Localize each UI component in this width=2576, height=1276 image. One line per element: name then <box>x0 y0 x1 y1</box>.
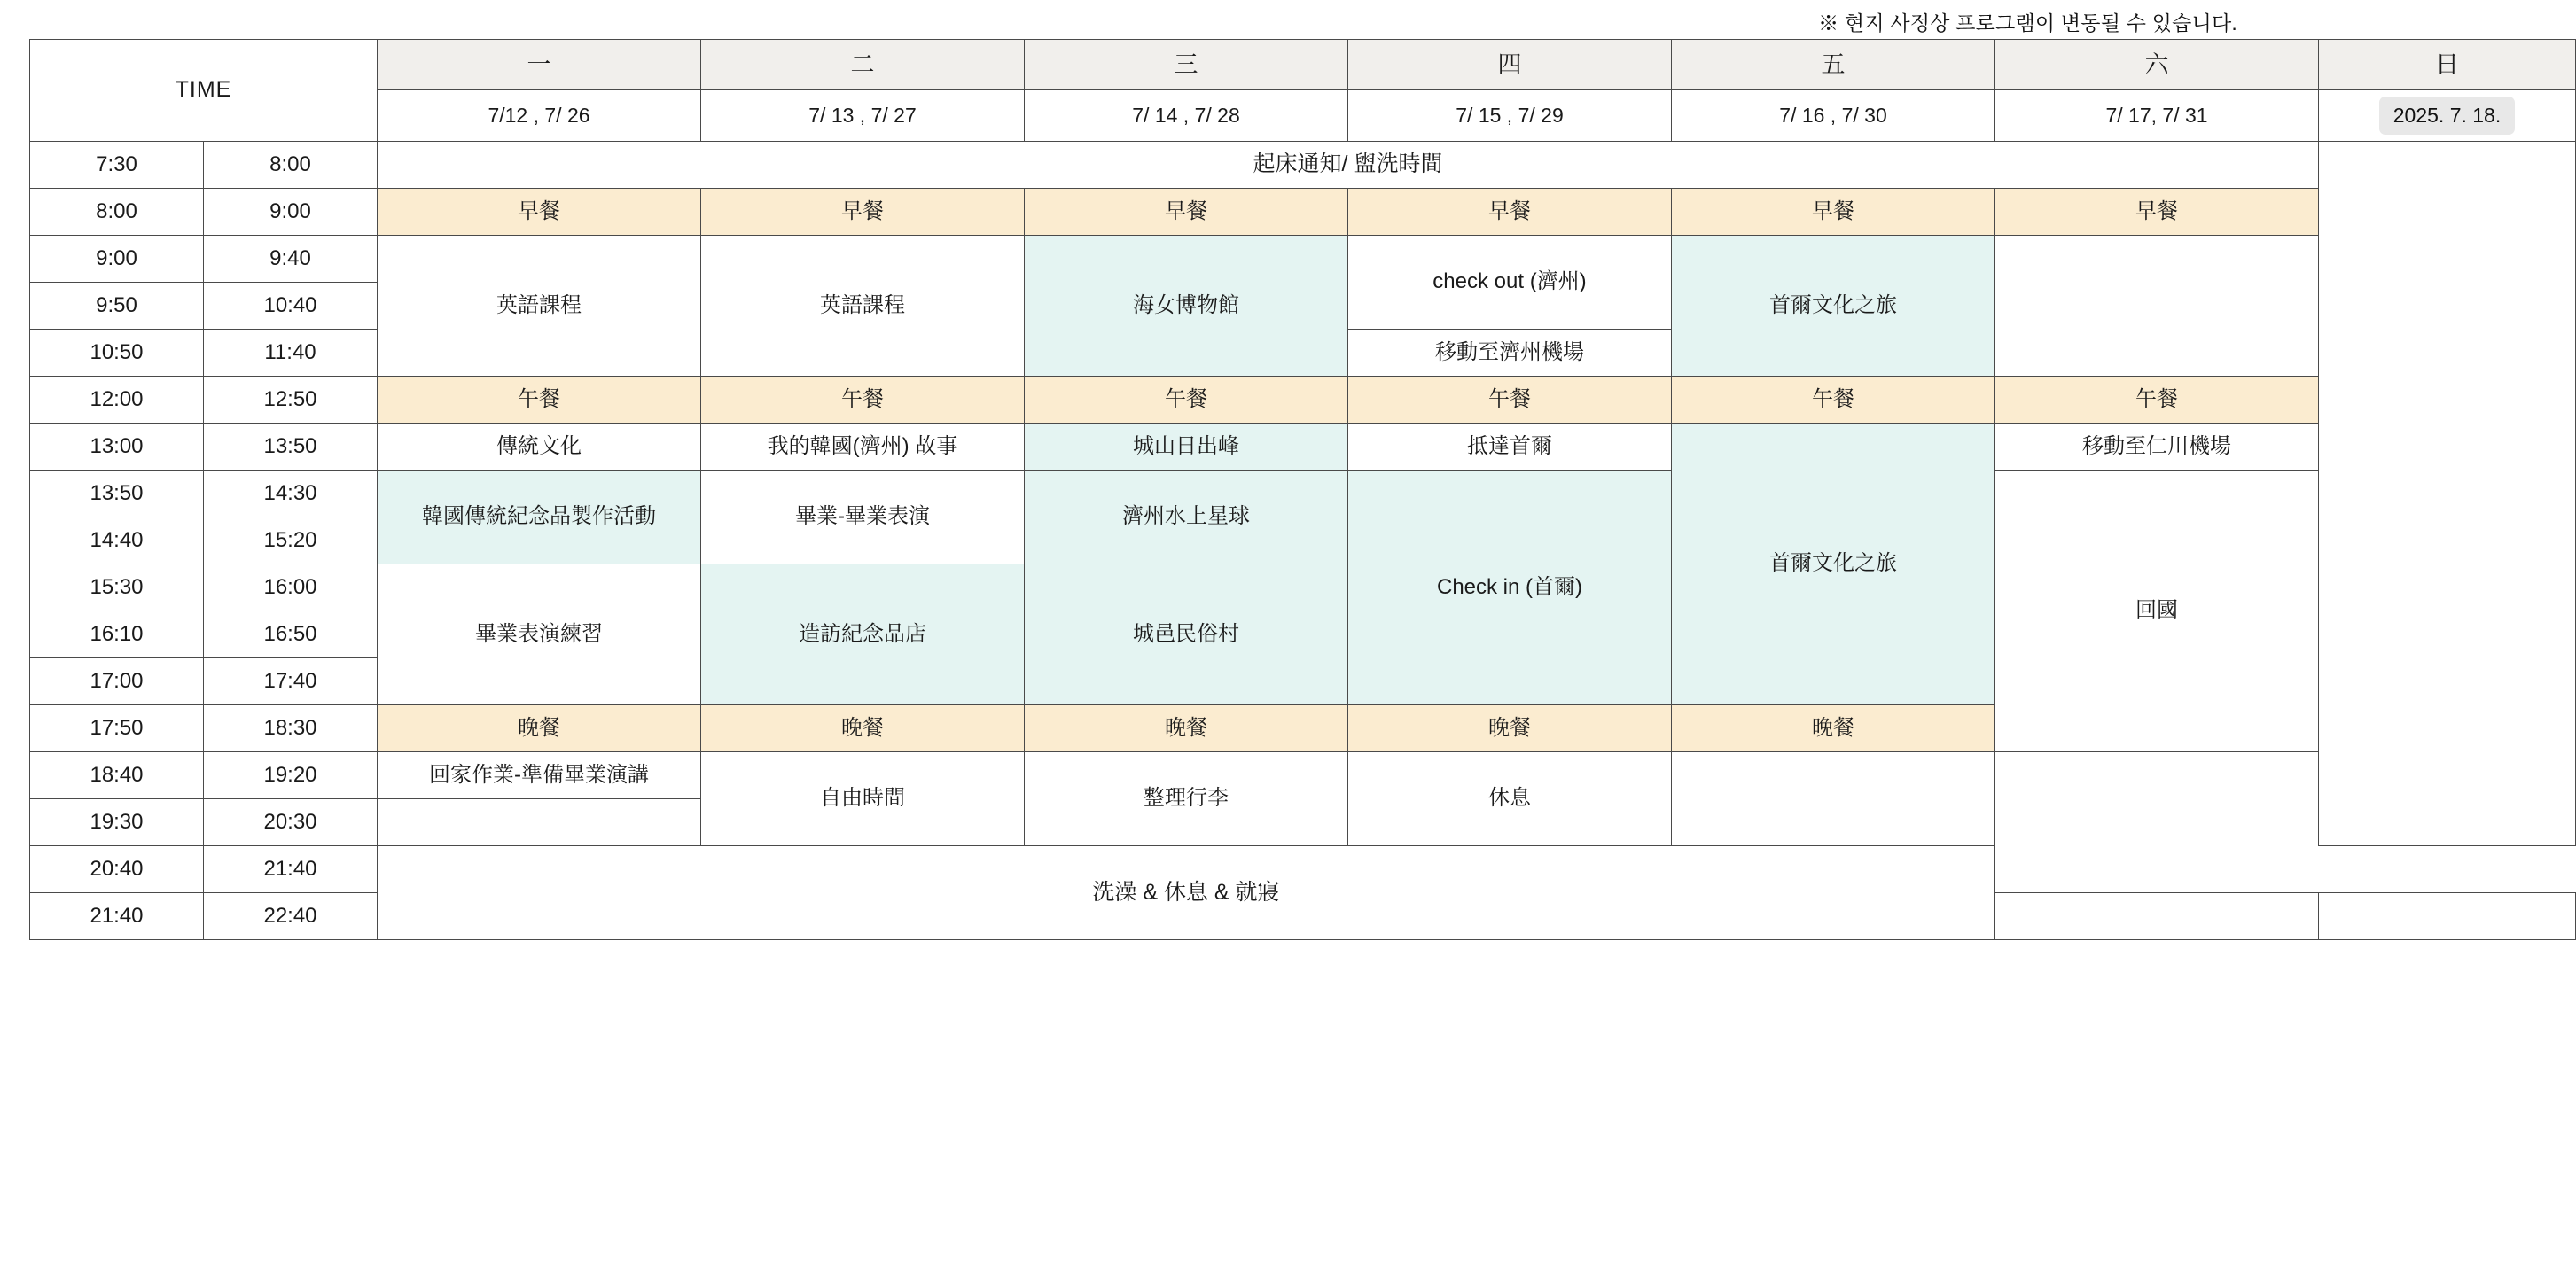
notice-text: ※ 현지 사정상 프로그램이 변동될 수 있습니다. <box>1818 12 2237 35</box>
row-start-time: 21:40 <box>30 893 204 940</box>
cell-fri-morning: 首爾文化之旅 <box>1672 236 1995 377</box>
table-row <box>30 424 2576 471</box>
cell-wed-afternoon2: 濟州水上星球 <box>1025 471 1348 564</box>
day-header-sat: 六 <box>1995 40 2319 90</box>
cell-lunch-mon: 午餐 <box>378 377 701 424</box>
row-start-time: 13:50 <box>30 471 204 517</box>
day-header-thu: 四 <box>1348 40 1672 90</box>
cell-lunch-thu: 午餐 <box>1348 377 1672 424</box>
row-end-time: 18:30 <box>204 705 378 752</box>
table-header-days <box>30 40 2576 90</box>
row-start-time: 9:50 <box>30 283 204 330</box>
cell-fri-evening-blank <box>1672 752 1995 846</box>
row-end-time: 9:40 <box>204 236 378 283</box>
cell-mon-afternoon3: 畢業表演練習 <box>378 564 701 705</box>
day-dates-tue: 7/ 13 , 7/ 27 <box>701 90 1025 142</box>
cell-wed-afternoon1: 城山日出峰 <box>1025 424 1348 471</box>
row-start-time: 19:30 <box>30 799 204 846</box>
row-start-time: 16:10 <box>30 611 204 658</box>
row-start-time: 12:00 <box>30 377 204 424</box>
cell-fri-afternoon: 首爾文化之旅 <box>1672 424 1995 705</box>
row-start-time: 13:00 <box>30 424 204 471</box>
table-row <box>30 752 2576 799</box>
day-header-fri: 五 <box>1672 40 1995 90</box>
day-dates-sat: 7/ 17, 7/ 31 <box>1995 90 2319 142</box>
row-start-time: 10:50 <box>30 330 204 377</box>
cell-mon-morning: 英語課程 <box>378 236 701 377</box>
row-start-time: 7:30 <box>30 142 204 189</box>
cell-tue-evening: 自由時間 <box>701 752 1025 846</box>
row-start-time: 17:50 <box>30 705 204 752</box>
row-end-time: 20:30 <box>204 799 378 846</box>
row-start-time: 8:00 <box>30 189 204 236</box>
table-row <box>30 236 2576 283</box>
row-end-time: 17:40 <box>204 658 378 705</box>
cell-tue-afternoon2: 畢業-畢業表演 <box>701 471 1025 564</box>
cell-sat-return: 回國 <box>1995 471 2319 752</box>
row-start-time: 9:00 <box>30 236 204 283</box>
row-end-time: 16:00 <box>204 564 378 611</box>
cell-breakfast-tue: 早餐 <box>701 189 1025 236</box>
cell-thu-evening: 休息 <box>1348 752 1672 846</box>
cell-lunch-fri: 午餐 <box>1672 377 1995 424</box>
table-row <box>30 846 2576 893</box>
cell-mon-evening: 回家作業-準備畢業演講 <box>378 752 701 799</box>
cell-wake-up: 起床通知/ 盥洗時間 <box>378 142 2319 189</box>
row-end-time: 15:20 <box>204 517 378 564</box>
day-dates-sun: 2025. 7. 18. <box>2379 97 2516 135</box>
row-start-time: 17:00 <box>30 658 204 705</box>
cell-wed-morning: 海女博物館 <box>1025 236 1348 377</box>
cell-tue-afternoon3: 造訪紀念品店 <box>701 564 1025 705</box>
cell-breakfast-thu: 早餐 <box>1348 189 1672 236</box>
day-dates-thu: 7/ 15 , 7/ 29 <box>1348 90 1672 142</box>
cell-wed-afternoon3: 城邑民俗村 <box>1025 564 1348 705</box>
row-end-time: 11:40 <box>204 330 378 377</box>
day-header-wed: 三 <box>1025 40 1348 90</box>
cell-sun-night-blank <box>2319 893 2576 940</box>
cell-wed-evening: 整理行李 <box>1025 752 1348 846</box>
row-end-time: 14:30 <box>204 471 378 517</box>
cell-thu-checkout: check out (濟州) <box>1348 236 1672 330</box>
row-start-time: 15:30 <box>30 564 204 611</box>
cell-night-routine: 洗澡 & 休息 & 就寢 <box>378 846 1995 940</box>
table-row <box>30 377 2576 424</box>
row-start-time: 14:40 <box>30 517 204 564</box>
day-header-sun: 日 <box>2319 40 2576 90</box>
cell-tue-morning: 英語課程 <box>701 236 1025 377</box>
day-header-tue: 二 <box>701 40 1025 90</box>
table-row <box>30 189 2576 236</box>
cell-dinner-thu: 晚餐 <box>1348 705 1672 752</box>
cell-lunch-sat: 午餐 <box>1995 377 2319 424</box>
cell-thu-move-airport: 移動至濟州機場 <box>1348 330 1672 377</box>
cell-dinner-mon: 晚餐 <box>378 705 701 752</box>
day-header-mon: 一 <box>378 40 701 90</box>
cell-breakfast-mon: 早餐 <box>378 189 701 236</box>
cell-breakfast-wed: 早餐 <box>1025 189 1348 236</box>
cell-breakfast-sat: 早餐 <box>1995 189 2319 236</box>
cell-sat-night-blank <box>1995 893 2319 940</box>
day-dates-wed: 7/ 14 , 7/ 28 <box>1025 90 1348 142</box>
cell-thu-checkin: Check in (首爾) <box>1348 471 1672 705</box>
cell-mon-afternoon2: 韓國傳統紀念品製作活動 <box>378 471 701 564</box>
row-end-time: 10:40 <box>204 283 378 330</box>
row-end-time: 8:00 <box>204 142 378 189</box>
table-row <box>30 471 2576 517</box>
day-dates-sun-cell <box>2319 90 2576 142</box>
row-start-time: 20:40 <box>30 846 204 893</box>
cell-sunday-blank <box>2319 142 2576 846</box>
row-end-time: 12:50 <box>204 377 378 424</box>
schedule-table <box>29 39 2576 940</box>
cell-breakfast-fri: 早餐 <box>1672 189 1995 236</box>
time-header: TIME <box>30 40 378 142</box>
cell-dinner-wed: 晚餐 <box>1025 705 1348 752</box>
cell-dinner-fri: 晚餐 <box>1672 705 1995 752</box>
row-start-time: 18:40 <box>30 752 204 799</box>
row-end-time: 19:20 <box>204 752 378 799</box>
table-header-dates <box>30 90 2576 142</box>
cell-lunch-tue: 午餐 <box>701 377 1025 424</box>
day-dates-fri: 7/ 16 , 7/ 30 <box>1672 90 1995 142</box>
cell-dinner-tue: 晚餐 <box>701 705 1025 752</box>
cell-mon-late-blank <box>378 799 701 846</box>
day-dates-mon: 7/12 , 7/ 26 <box>378 90 701 142</box>
cell-lunch-wed: 午餐 <box>1025 377 1348 424</box>
row-end-time: 21:40 <box>204 846 378 893</box>
table-row <box>30 142 2576 189</box>
cell-sat-morning-blank <box>1995 236 2319 377</box>
row-end-time: 13:50 <box>204 424 378 471</box>
cell-tue-afternoon1: 我的韓國(濟州) 故事 <box>701 424 1025 471</box>
cell-mon-afternoon1: 傳統文化 <box>378 424 701 471</box>
cell-sat-afternoon1: 移動至仁川機場 <box>1995 424 2319 471</box>
row-end-time: 22:40 <box>204 893 378 940</box>
row-end-time: 9:00 <box>204 189 378 236</box>
row-end-time: 16:50 <box>204 611 378 658</box>
cell-thu-afternoon1: 抵達首爾 <box>1348 424 1672 471</box>
